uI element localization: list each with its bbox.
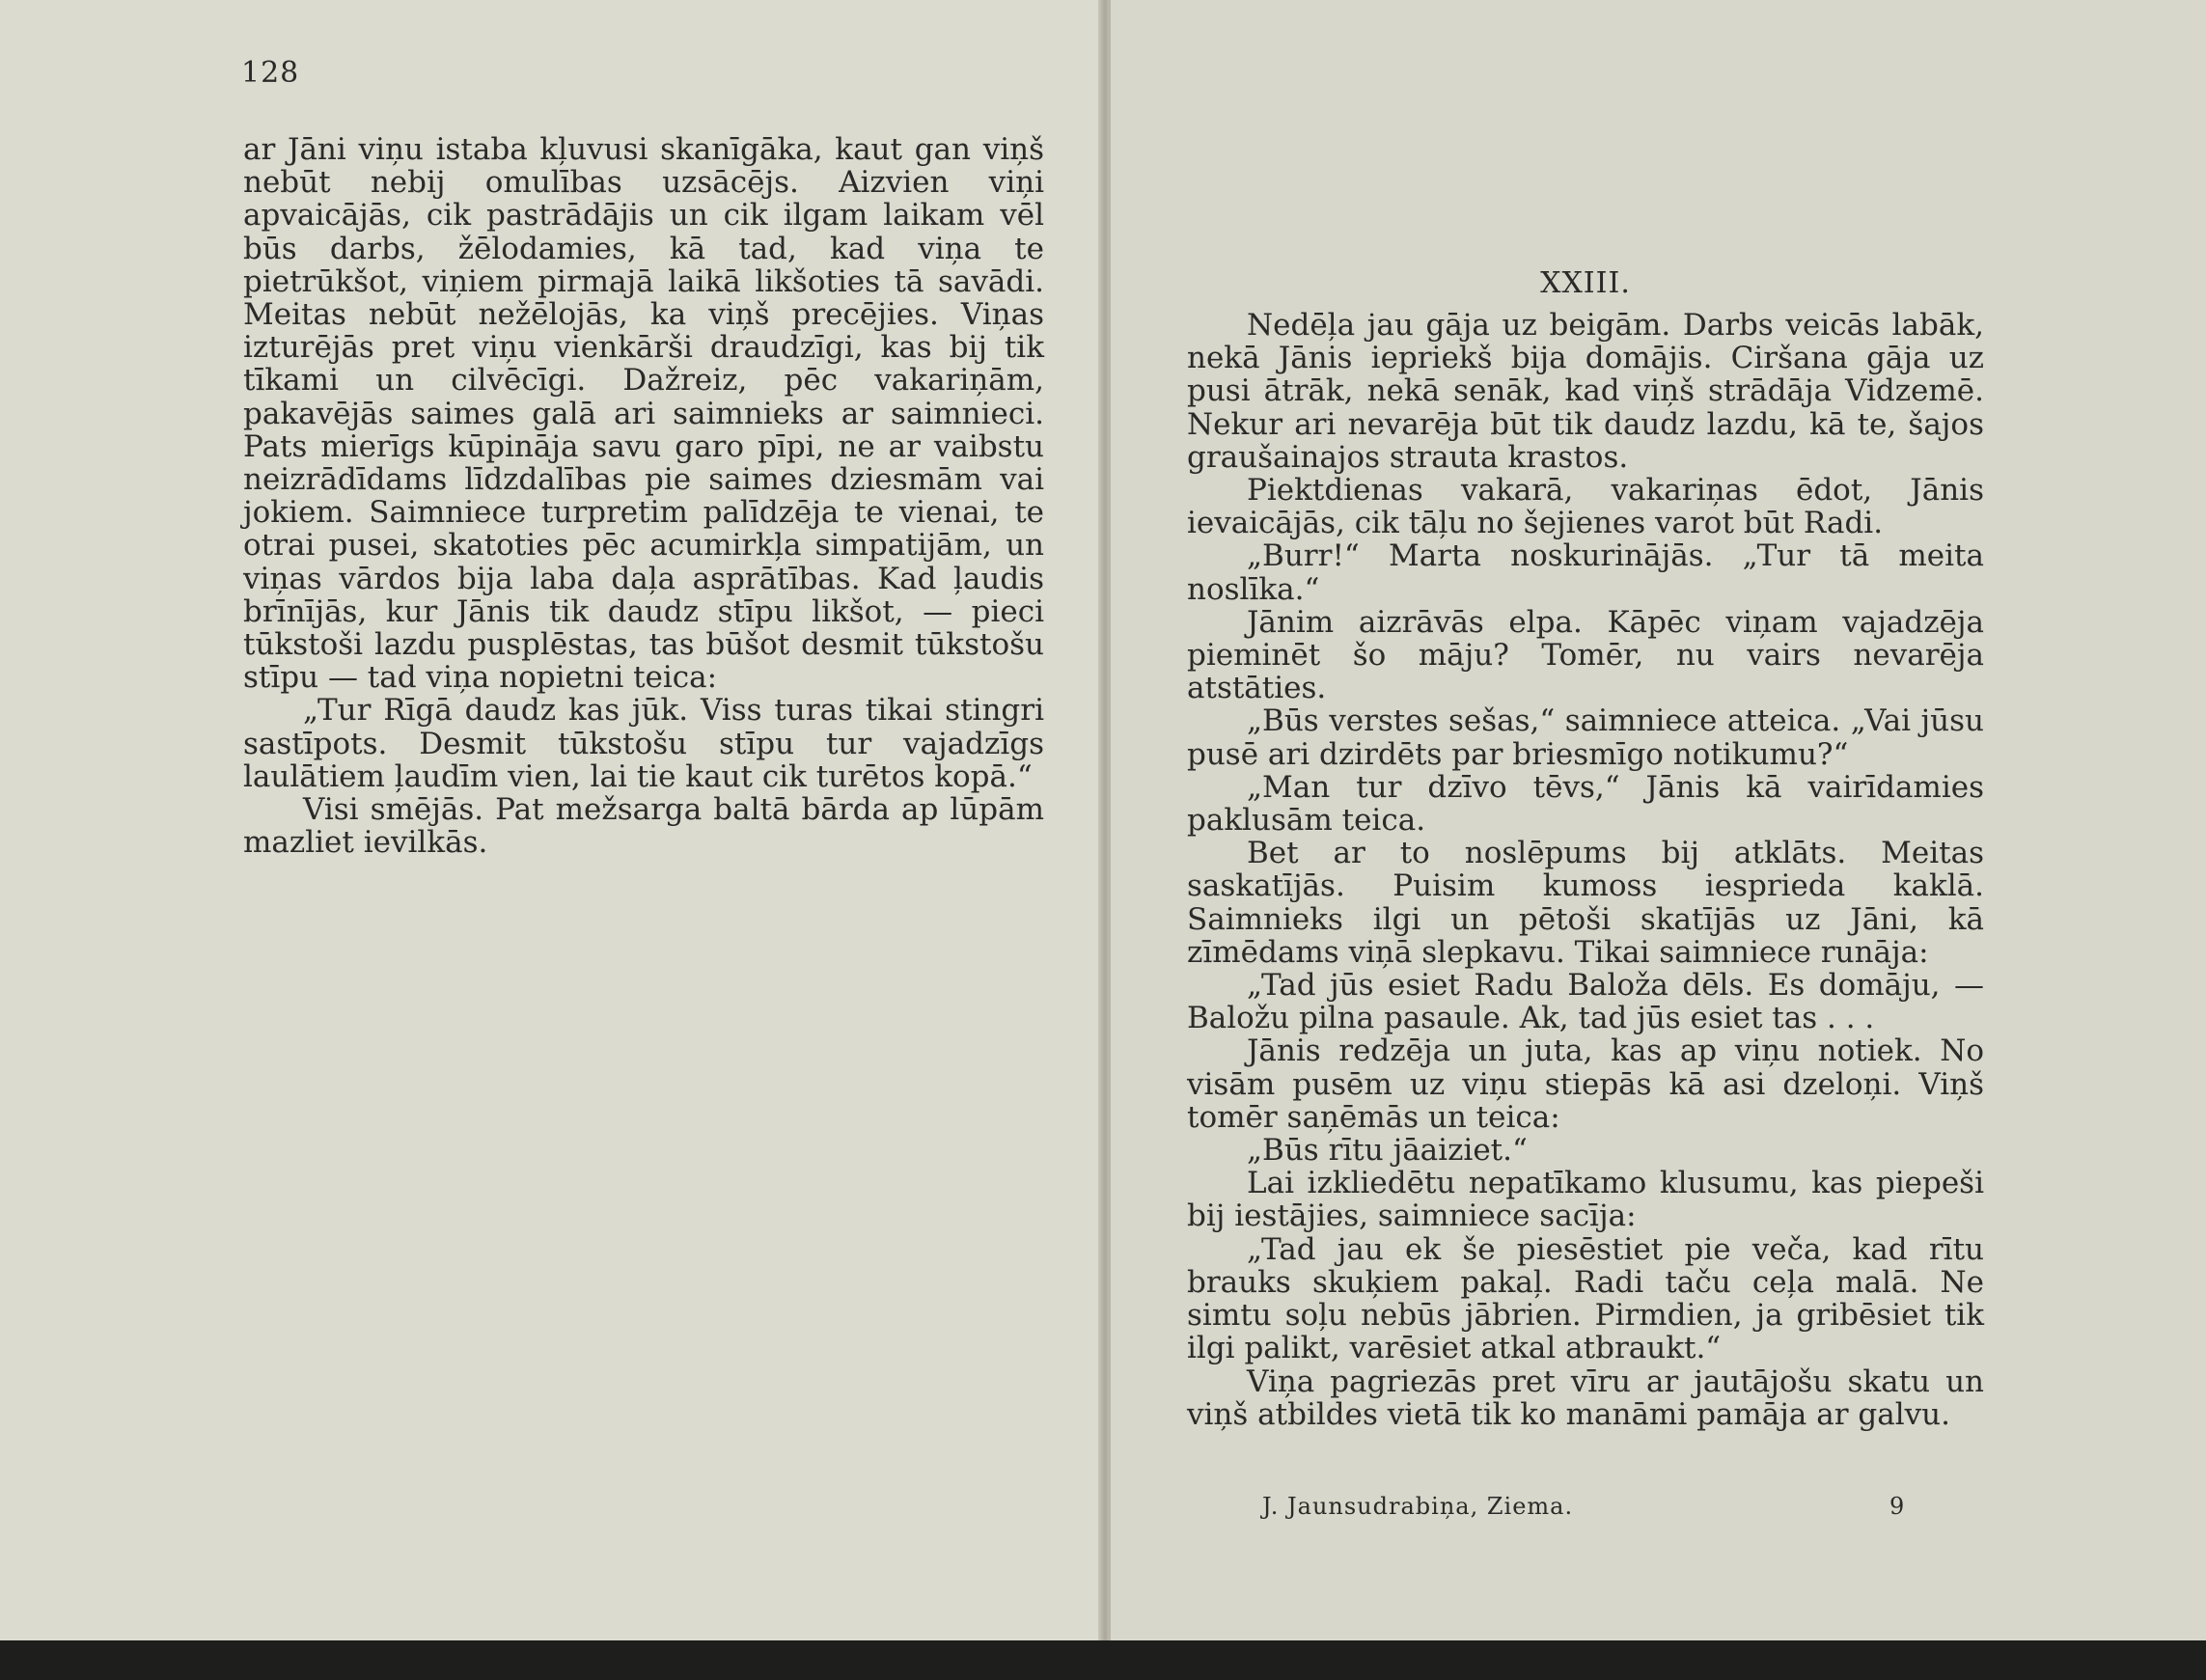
paragraph: Piektdienas vakarā, vakariņas ēdot, Jānis ievaicājās, cik tāļu no šejienes varot būt Radi. (1187, 473, 1984, 541)
footer-signature: J. Jaunsudrabiņa, Ziema. (1262, 1493, 1574, 1520)
footer-signature-number: 9 (1889, 1493, 1905, 1520)
scan-bottom-edge (0, 1640, 2206, 1680)
paragraph: Viņa pagriezās pret vīru ar jautājošu skatu un viņš atbildes vietā tik ko manāmi pamāja ar galvu. (1187, 1363, 1984, 1432)
paragraph: „Burr!“ Marta noskurinājās. „Tur tā meita noslīka.“ (1187, 538, 1984, 607)
paragraph: „Tad jūs esiet Radu Baloža dēls. Es domāju, — Baložu pilna pasaule. Ak, tad jūs esiet tas . . . (1187, 968, 1984, 1036)
paragraph: Jānim aizrāvās elpa. Kāpēc viņam vajadzēja pieminēt šo māju? Tomēr, nu vairs nevarēja atstāties. (1187, 604, 1984, 706)
paragraph: „Tad jau ek še piesēstiet pie veča, kad rītu brauks skuķiem pakaļ. Radi taču ceļa malā. Ne simtu soļu nebūs jābrien. Pirmdien, ja gribēsiet tik ilgi palikt, varēsiet atkal atbraukt.“ (1187, 1231, 1984, 1366)
page-number: 128 (241, 56, 300, 90)
paragraph: ar Jāni viņu istaba kļuvusi skanīgāka, kaut gan viņš nebūt nebij omulības uzsācējs. Aizvien viņi apvaicājās, cik pastrādājis un cik ilgam laikam vēl būs darbs, žēlodamies, kā tad, kad viņa te pietrūkšot, viņiem pirmajā laikā likšoties tā savādi. Meitas nebūt nežēlojās, ka viņš precējies. Viņas izturējās pret viņu vienkārši draudzīgi, kas bij tik tīkami un cilvēcīgi. Dažreiz, pēc vakariņām, pakavējās saimes galā ari saimnieks ar saimnieci. Pats mierīgs kūpināja savu garo pīpi, ne ar vaibstu neizrādīdams līdzdalības pie saimes dziesmām vai jokiem. Saimniece turpretim palīdzēja te vienai, te otrai pusei, skatoties pēc acumirkļa simpatijām, un viņas vārdos bija laba daļa asprātības. Kad ļaudis brīnījās, kur Jānis tik daudz stīpu likšot, — pieci tūkstoši lazdu pusplēstas, tas būšot desmit tūkstošu stīpu — tad viņa nopietni teica: (243, 132, 1044, 696)
paragraph: „Man tur dzīvo tēvs,“ Jānis kā vairīdamies paklusām teica. (1187, 769, 1984, 839)
paragraph: „Tur Rīgā daudz kas jūk. Viss turas tikai stingri sastīpots. Desmit tūkstošu stīpu tur vajadzīgs laulātiem ļaudīm vien, lai tie kaut cik turētos kopā.“ (243, 693, 1044, 794)
right-page-text (1187, 309, 1984, 1431)
paragraph: „Būs verstes sešas,“ saimniece atteica. „Vai jūsu pusē ari dzirdēts par briesmīgo notikumu?“ (1187, 703, 1984, 772)
chapter-heading: XXIII. (1540, 266, 1631, 300)
paragraph: „Būs rītu jāaiziet.“ (1247, 1133, 1528, 1169)
paragraph: Bet ar to noslēpums bij atklāts. Meitas saskatījās. Puisim kumoss iesprieda kaklā. Saimnieks ilgi un pētoši skatījās uz Jāni, kā zīmēdams viņā slepkavu. Tikai saimniece runāja: (1187, 836, 1984, 970)
paragraph: Nedēļa jau gāja uz beigām. Darbs veicās labāk, nekā Jānis iepriekš bija domājis. Ciršana gāja uz pusi ātrāk, nekā senāk, kad viņš strādāja Vidzemē. Nekur ari nevarēja būt tik daudz lazdu, kā te, šajos graušainajos strauta krastos. (1187, 308, 1984, 475)
left-page-text (243, 133, 1044, 859)
paragraph: Lai izkliedētu nepatīkamo klusumu, kas piepeši bij iestājies, saimniece sacīja: (1187, 1166, 1984, 1234)
paragraph: Visi smējās. Pat mežsarga baltā bārda ap lūpām mazliet ievilkās. (243, 792, 1044, 861)
left-page (0, 0, 1102, 1680)
paragraph: Jānis redzēja un juta, kas ap viņu notiek. No visām pusēm uz viņu stiepās kā asi dzeloņi. Viņš tomēr saņēmās un teica: (1187, 1033, 1984, 1135)
